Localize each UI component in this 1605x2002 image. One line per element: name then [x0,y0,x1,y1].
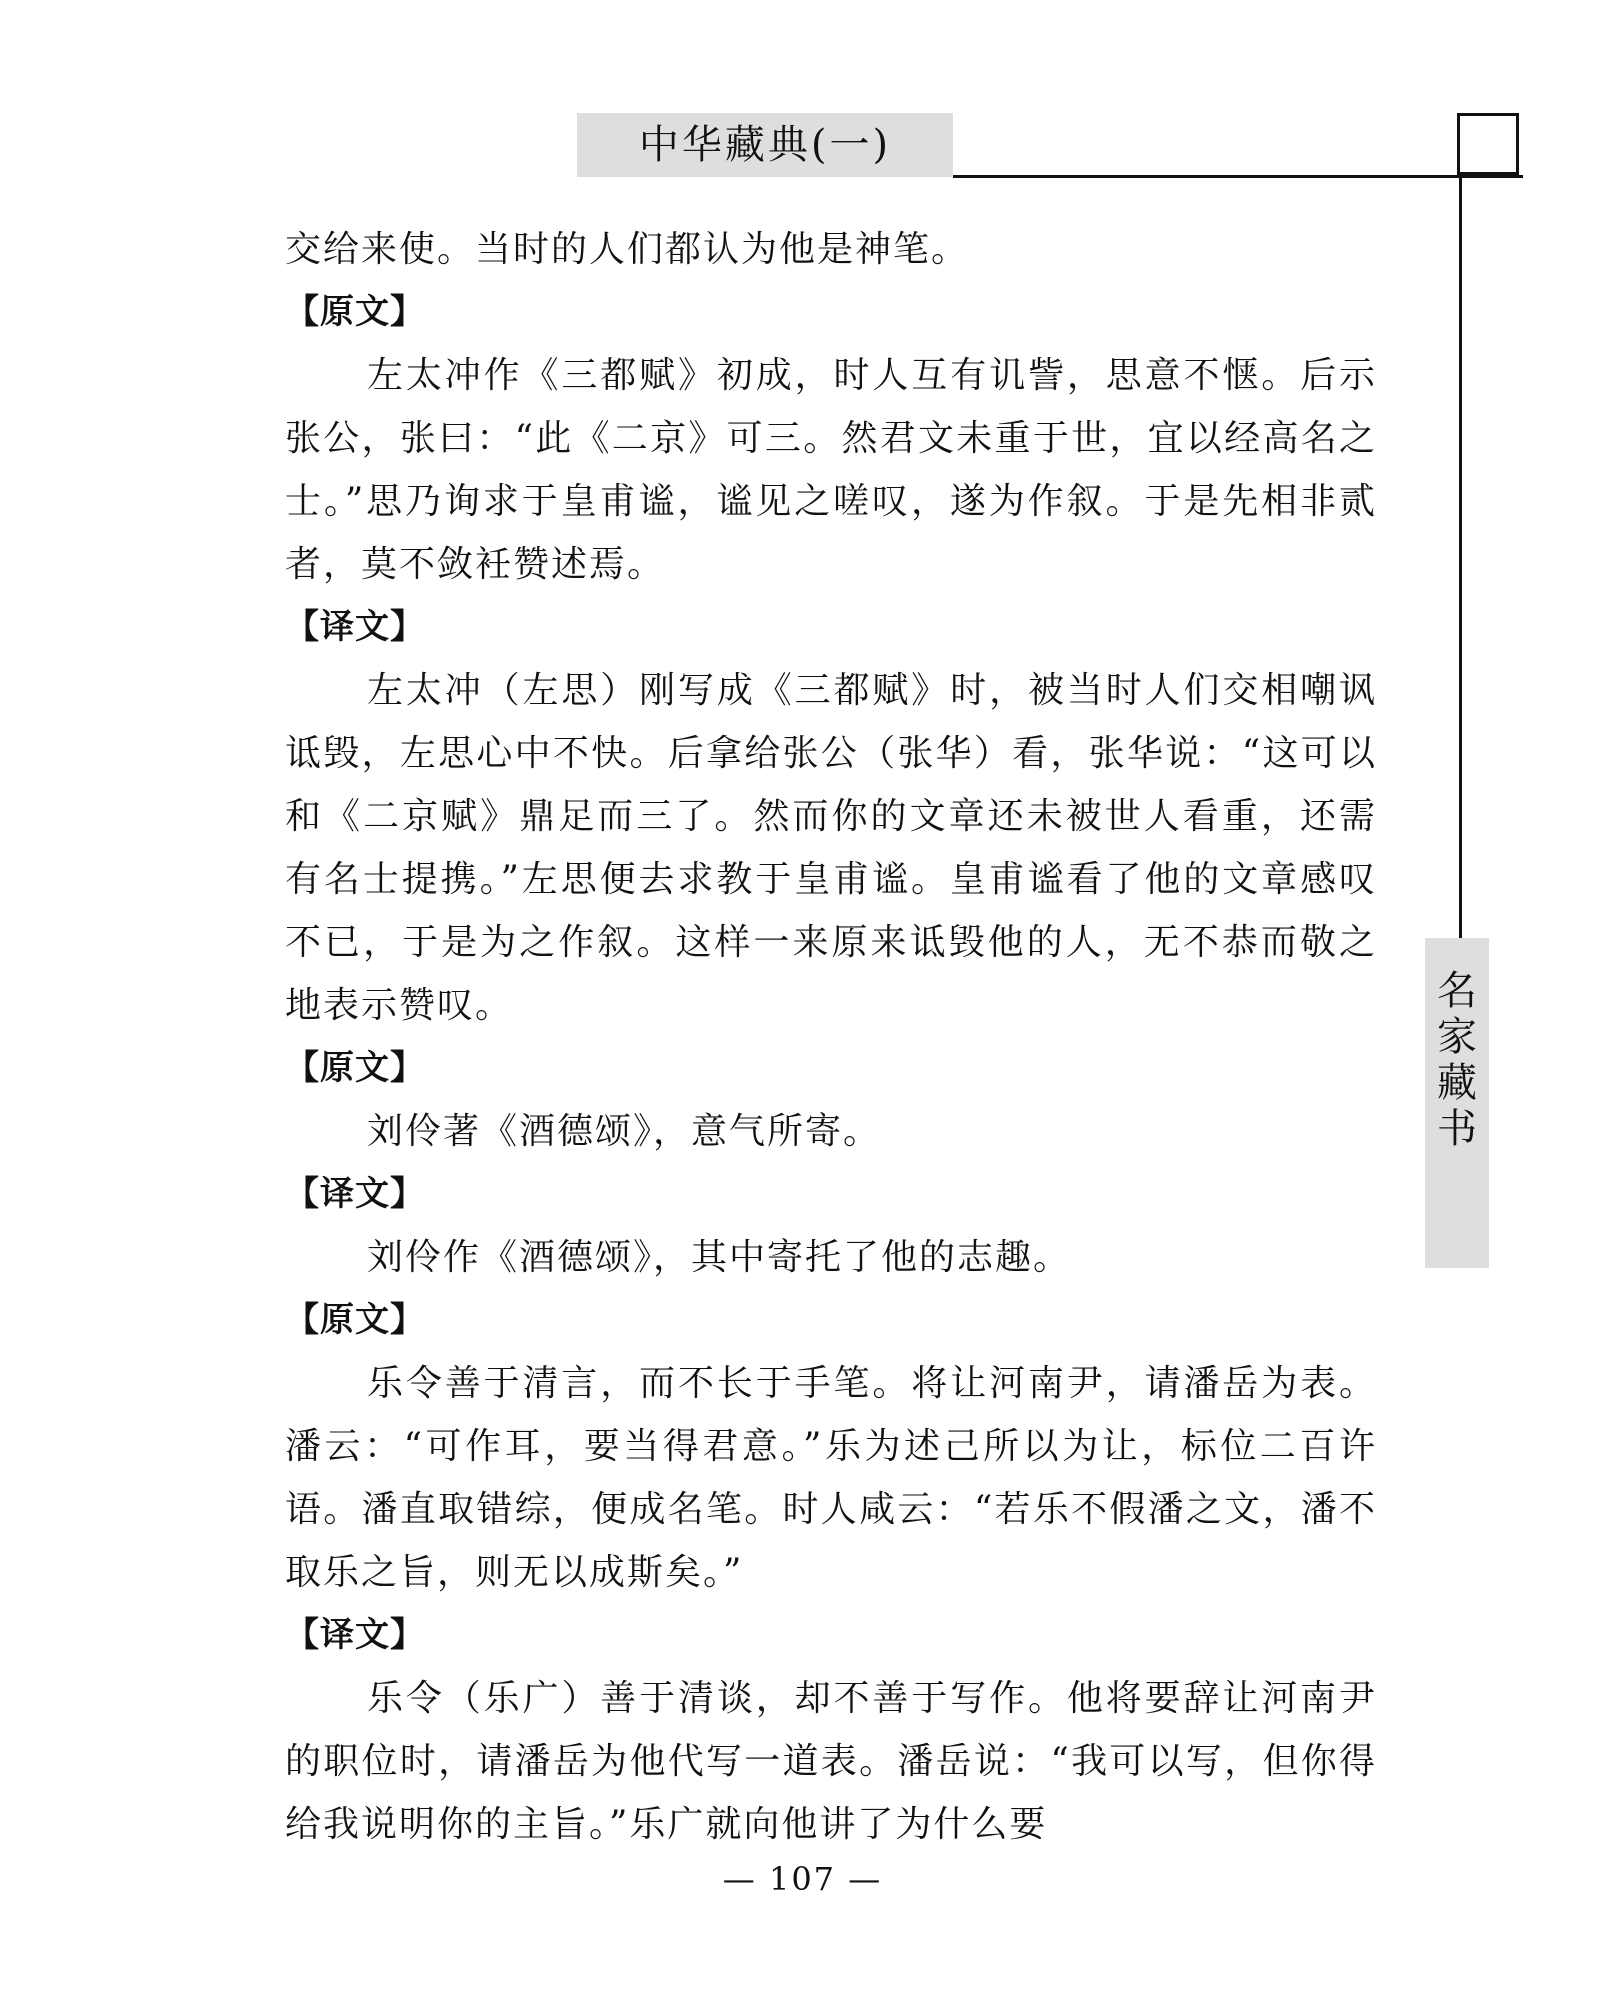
original-text-label: 【原文】 [285,292,425,332]
side-tab-char: 藏 [1437,1060,1477,1106]
side-tab-char: 家 [1437,1014,1477,1060]
translation-paragraph: 乐令（乐广）善于清谈，却不善于写作。他将要辞让河南尹的职位时，请潘岳为他代写一道表。潘岳说：“我可以写，但你得给我说明你的主旨。”乐广就向他讲了为什么要 [285,1678,1377,1845]
translation-paragraph: 刘伶作《酒德颂》，其中寄托了他的志趣。 [367,1237,1072,1278]
translation-label: 【译文】 [285,1615,425,1655]
original-text-paragraph: 刘伶著《酒德颂》，意气所寄。 [367,1111,882,1152]
corner-square-ornament [1457,113,1519,175]
header-rule [953,175,1523,178]
original-text-label: 【原文】 [285,1048,425,1088]
continued-paragraph: 交给来使。当时的人们都认为他是神笔。 [285,229,970,270]
side-vertical-rule [1459,178,1462,940]
page-number: — 107 — [722,1860,883,1898]
side-tab-char: 名 [1437,968,1477,1014]
translation-label: 【译文】 [285,1174,425,1214]
page-body [285,218,1377,1856]
translation-paragraph: 左太冲（左思）刚写成《三都赋》时，被当时人们交相嘲讽诋毁，左思心中不快。后拿给张公（张华）看，张华说：“这可以和《二京赋》鼎足而三了。然而你的文章还未被世人看重，还需有名士提携。”左思便去求教于皇甫谧。皇甫谧看了他的文章感叹不已，于是为之作叙。这样一来原来诋毁他的人，无不恭而敬之地表示赞叹。 [285,670,1377,1026]
side-section-tab [1425,938,1489,1268]
original-text-paragraph: 左太冲作《三都赋》初成，时人互有讥訾，思意不惬。后示张公，张曰：“此《二京》可三。然君文未重于世，宜以经高名之士。”思乃询求于皇甫谧，谧见之嗟叹，遂为作叙。于是先相非贰者，莫不敛衽赞述焉。 [285,355,1377,585]
original-text-label: 【原文】 [285,1300,425,1340]
side-tab-char: 书 [1437,1106,1477,1152]
translation-label: 【译文】 [285,607,425,647]
original-text-paragraph: 乐令善于清言，而不长于手笔。将让河南尹，请潘岳为表。潘云：“可作耳，要当得君意。”乐为述己所以为让，标位二百许语。潘直取错综，便成名笔。时人咸云：“若乐不假潘之文，潘不取乐之旨，则无以成斯矣。” [285,1363,1377,1593]
running-header-title: 中华藏典(一) [577,113,953,177]
